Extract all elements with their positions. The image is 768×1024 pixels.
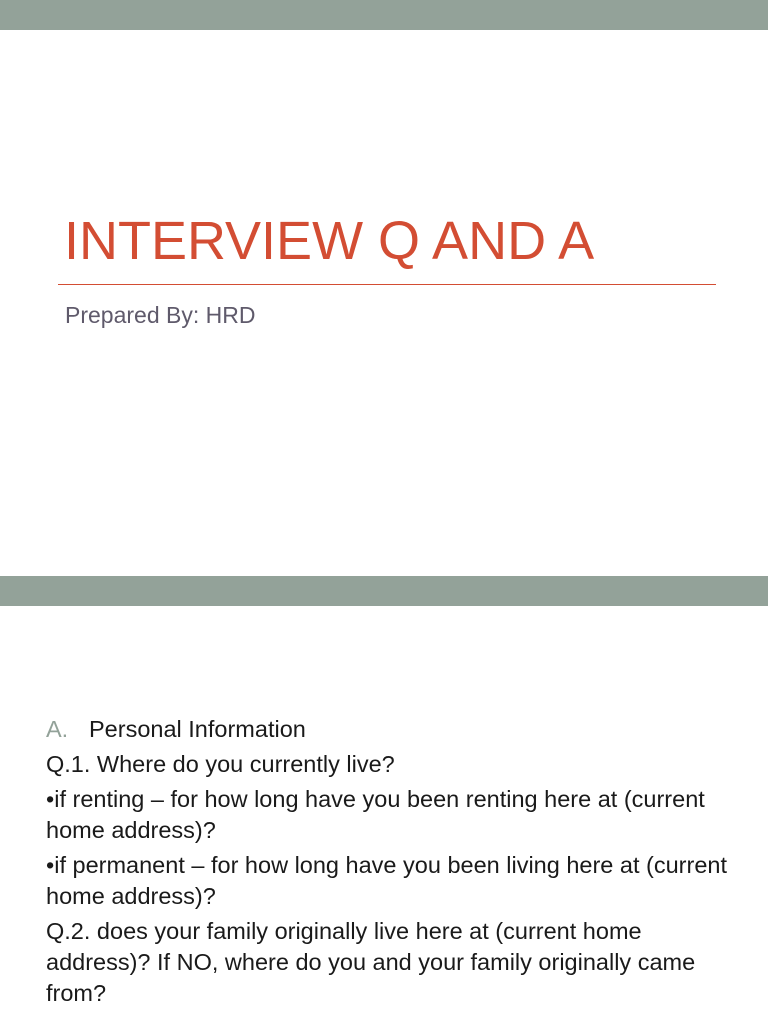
question-line: •if renting – for how long have you been renting here at (current home address)? xyxy=(46,786,705,843)
section-marker: A. xyxy=(46,716,69,742)
question-line: •if permanent – for how long have you been living here at (current home address)? xyxy=(46,852,727,909)
slide-top-band-2 xyxy=(0,576,768,606)
slide-subtitle: Prepared By: HRD xyxy=(65,302,256,328)
section-heading-row xyxy=(46,714,736,745)
title-divider xyxy=(58,284,716,285)
slide-body xyxy=(46,714,736,1013)
slide-top-band xyxy=(0,0,768,30)
slide-title: INTERVIEW Q AND A xyxy=(64,211,595,271)
question-line: Q.1. Where do you currently live? xyxy=(46,751,395,777)
question-line: Q.2. does your family originally live here at (current home address)? If NO, where do you and your family originally came from? xyxy=(46,918,696,1006)
section-heading: Personal Information xyxy=(89,716,306,742)
